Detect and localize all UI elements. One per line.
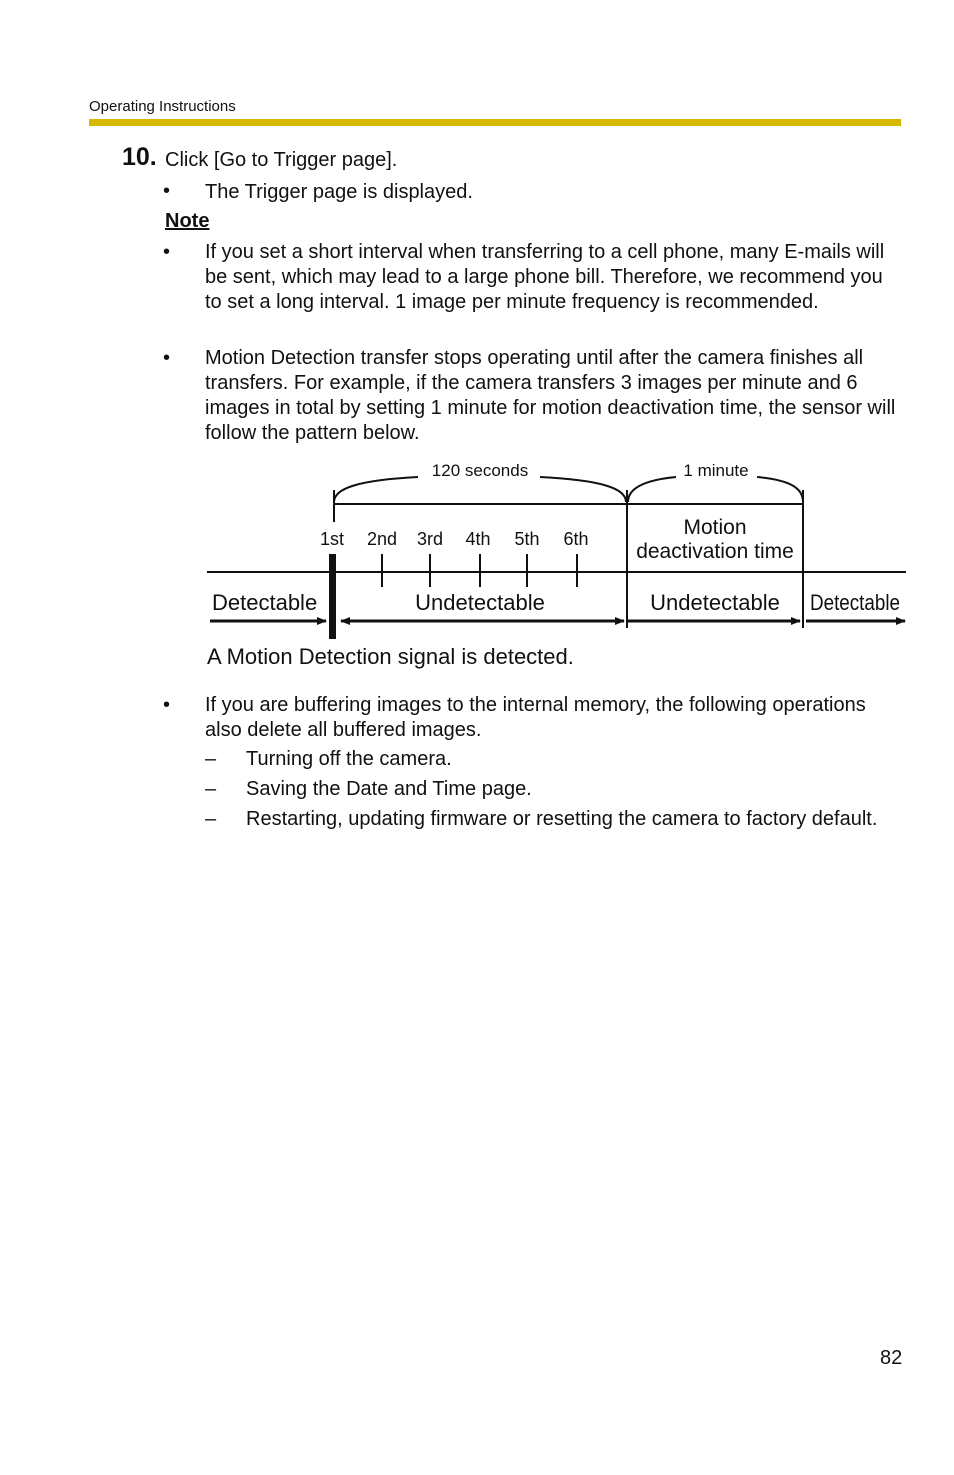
deactivation-label-line2: deactivation time [636, 540, 794, 563]
bullet-icon: • [163, 694, 171, 716]
dash-icon: – [205, 808, 217, 830]
page-number: 82 [880, 1347, 903, 1369]
brace-120-left [334, 477, 418, 502]
transfer-label: 6th [563, 529, 589, 549]
state-undetectable-1: Undetectable [415, 590, 545, 615]
operation-item: Turning off the camera. [246, 748, 452, 770]
brace-120-right [540, 477, 626, 502]
brace-1min-left [628, 477, 676, 502]
transfer-label: 1st [319, 529, 345, 549]
span-120-label: 120 seconds [431, 461, 529, 480]
step-instruction: Click [Go to Trigger page]. [165, 149, 398, 171]
brace-1min-right [757, 477, 803, 502]
bullet-icon: • [163, 347, 171, 369]
transfer-label: 3rd [416, 529, 444, 549]
bullet-icon: • [163, 180, 171, 202]
transfer-label: 5th [514, 529, 540, 549]
transfer-label: 2nd [366, 529, 398, 549]
note-heading: Note [165, 210, 210, 232]
state-detectable-right: Detectable [810, 590, 900, 615]
bullet-icon: • [163, 241, 171, 263]
state-detectable-left: Detectable [212, 590, 318, 615]
dash-icon: – [205, 778, 217, 800]
header-rule [89, 119, 901, 126]
note-item: Motion Detection transfer stops operating until after the camera finishes all transfers. For example, if the camera transfers 3 images per minute and 6 images in total by setting 1 minute for motion deactivation time, the sensor will follow the pattern below. [205, 347, 896, 444]
motion-detection-timeline-diagram [0, 450, 954, 685]
operation-item: Restarting, updating firmware or resetting the camera to factory default. [246, 808, 878, 830]
step-result: The Trigger page is displayed. [205, 181, 473, 203]
dash-icon: – [205, 748, 217, 770]
state-undetectable-2: Undetectable [650, 590, 780, 615]
running-header: Operating Instructions [89, 98, 236, 115]
detection-marker [329, 554, 336, 639]
note-item: If you are buffering images to the internal memory, the following operations also delete all buffered images. [205, 694, 866, 741]
transfer-label: 4th [465, 529, 491, 549]
deactivation-label-line1: Motion [683, 516, 747, 539]
step-number: 10. [122, 143, 157, 171]
span-1min-label: 1 minute [683, 461, 749, 480]
diagram-caption: A Motion Detection signal is detected. [207, 644, 574, 669]
note-item: If you set a short interval when transferring to a cell phone, many E-mails will be sent, which may lead to a large phone bill. Therefore, we recommend you to set a long interval. 1 image per minute frequency is recommended. [205, 241, 885, 313]
operation-item: Saving the Date and Time page. [246, 778, 532, 800]
